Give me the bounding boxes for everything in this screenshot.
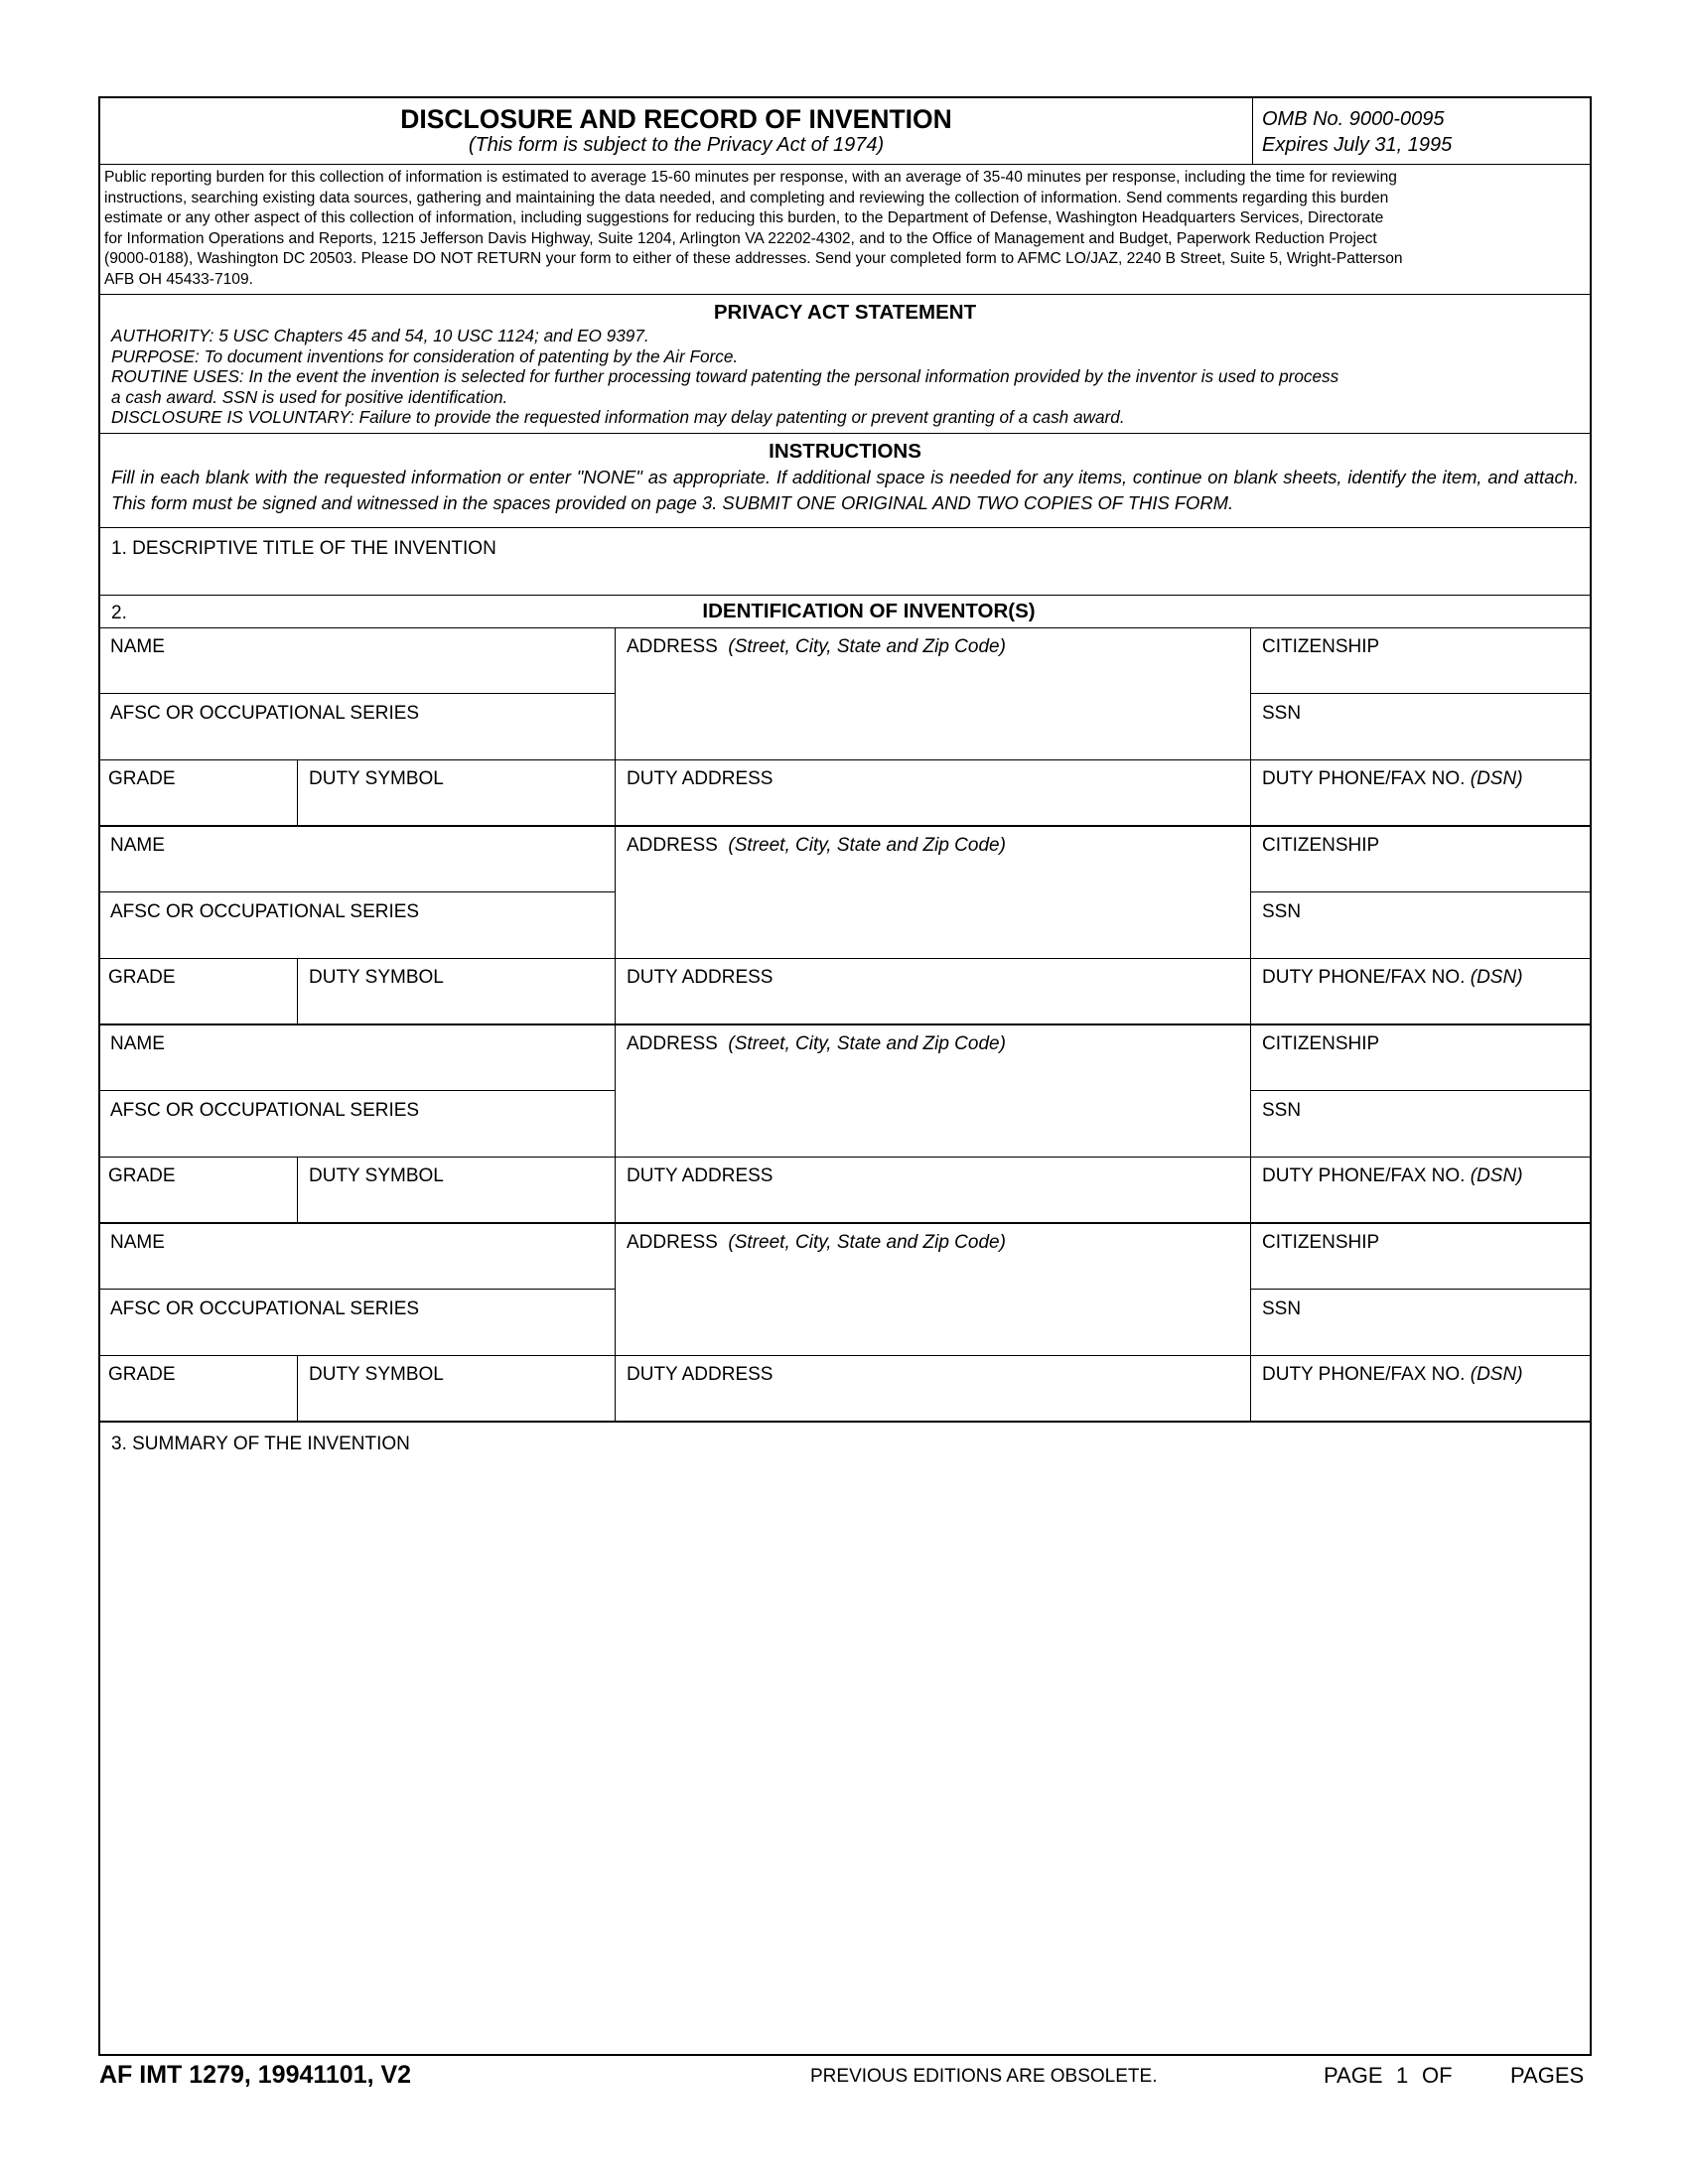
grid-line bbox=[100, 759, 1590, 760]
grid-line bbox=[1250, 826, 1251, 1024]
ssn-label: SSN bbox=[1262, 1100, 1302, 1121]
page-label: PAGE bbox=[1324, 2063, 1383, 2088]
duty-phone-label: DUTY PHONE/FAX NO. (DSN) bbox=[1262, 1165, 1523, 1186]
obsolete-notice: PREVIOUS EDITIONS ARE OBSOLETE. bbox=[810, 2066, 1158, 2087]
form-subtitle: (This form is subject to the Privacy Act of 1974) bbox=[468, 134, 885, 156]
inventor-duty-symbol-input[interactable] bbox=[303, 1389, 609, 1417]
grid-line bbox=[297, 1157, 298, 1223]
inventor-duty-address-input[interactable] bbox=[621, 1389, 1244, 1417]
afsc-label: AFSC OR OCCUPATIONAL SERIES bbox=[110, 1100, 420, 1121]
privacy-disclosure: DISCLOSURE IS VOLUNTARY: Failure to provide the requested information may delay patenting or prevent granting of a cash award. bbox=[111, 407, 1125, 427]
inventor-grade-input[interactable] bbox=[106, 1190, 291, 1218]
grid-line bbox=[615, 627, 616, 826]
inventor-name-input[interactable] bbox=[106, 661, 609, 689]
header-divider bbox=[1252, 98, 1253, 164]
invention-title-input[interactable] bbox=[108, 565, 1586, 591]
grid-line bbox=[100, 891, 615, 892]
inventor-block bbox=[100, 627, 1590, 826]
grid-line bbox=[297, 958, 298, 1024]
inventor-citizenship-input[interactable] bbox=[1256, 1058, 1588, 1086]
duty-phone-label: DUTY PHONE/FAX NO. (DSN) bbox=[1262, 1364, 1523, 1385]
burden-statement bbox=[104, 168, 1594, 290]
grid-line bbox=[615, 1024, 616, 1223]
section2-number: 2. bbox=[111, 603, 127, 623]
citizenship-label: CITIZENSHIP bbox=[1262, 835, 1380, 856]
inventor-block bbox=[100, 826, 1590, 1024]
afsc-label: AFSC OR OCCUPATIONAL SERIES bbox=[110, 901, 420, 922]
grade-label: GRADE bbox=[108, 967, 176, 988]
ssn-label: SSN bbox=[1262, 901, 1302, 922]
grid-line bbox=[1250, 1024, 1251, 1223]
burden-line: estimate or any other aspect of this collection of information, including suggestions for reducing this burden, to the Department of Defense, Washington Headquarters Services, Directorate bbox=[104, 209, 1384, 226]
inventor-name-input[interactable] bbox=[106, 1058, 609, 1086]
divider-section1 bbox=[100, 595, 1590, 596]
grade-label: GRADE bbox=[108, 1165, 176, 1186]
burden-line: (9000-0188), Washington DC 20503. Please DO NOT RETURN your form to either of these addresses. Send your completed form to AFMC LO/JAZ, 2240 B Street, Suite 5, Wright-Patterson bbox=[104, 250, 1403, 267]
burden-line: instructions, searching existing data sources, gathering and maintaining the data needed, and completing and reviewing the collection of information. Send comments regarding this burden bbox=[104, 189, 1389, 206]
citizenship-label: CITIZENSHIP bbox=[1262, 636, 1380, 657]
inventor-address-input[interactable] bbox=[621, 860, 1244, 953]
name-label: NAME bbox=[110, 1232, 165, 1253]
grid-line bbox=[1250, 1289, 1590, 1290]
grid-line bbox=[1250, 1223, 1251, 1422]
address-label: ADDRESS (Street, City, State and Zip Code) bbox=[627, 636, 1006, 657]
inventor-ssn-input[interactable] bbox=[1256, 926, 1588, 954]
inventor-duty-symbol-input[interactable] bbox=[303, 992, 609, 1020]
inventor-citizenship-input[interactable] bbox=[1256, 1257, 1588, 1285]
inventor-citizenship-input[interactable] bbox=[1256, 661, 1588, 689]
section2-heading: IDENTIFICATION OF INVENTOR(S) bbox=[702, 600, 1036, 622]
grid-line bbox=[1250, 1090, 1590, 1091]
grid-line bbox=[100, 1157, 1590, 1158]
grid-line bbox=[297, 1355, 298, 1422]
duty-address-label: DUTY ADDRESS bbox=[627, 967, 774, 988]
inventor-duty-phone-input[interactable] bbox=[1256, 992, 1588, 1020]
citizenship-label: CITIZENSHIP bbox=[1262, 1232, 1380, 1253]
inventor-duty-address-input[interactable] bbox=[621, 793, 1244, 821]
form-title: DISCLOSURE AND RECORD OF INVENTION bbox=[400, 104, 952, 134]
privacy-heading: PRIVACY ACT STATEMENT bbox=[713, 301, 977, 324]
name-label: NAME bbox=[110, 1033, 165, 1054]
ssn-label: SSN bbox=[1262, 703, 1302, 724]
grid-line bbox=[1250, 891, 1590, 892]
inventor-block bbox=[100, 1223, 1590, 1422]
page-number: 1 bbox=[1396, 2063, 1409, 2088]
section3-label: 3. SUMMARY OF THE INVENTION bbox=[111, 1433, 410, 1454]
address-label: ADDRESS (Street, City, State and Zip Code) bbox=[627, 1232, 1006, 1253]
inventor-grade-input[interactable] bbox=[106, 793, 291, 821]
inventor-citizenship-input[interactable] bbox=[1256, 860, 1588, 887]
pages-label: PAGES bbox=[1510, 2063, 1585, 2088]
grid-line bbox=[100, 693, 615, 694]
inventor-ssn-input[interactable] bbox=[1256, 728, 1588, 755]
inventor-afsc-input[interactable] bbox=[106, 1125, 609, 1153]
inventor-address-input[interactable] bbox=[621, 661, 1244, 754]
grade-label: GRADE bbox=[108, 768, 176, 789]
total-pages-input[interactable] bbox=[1456, 2061, 1509, 2089]
citizenship-label: CITIZENSHIP bbox=[1262, 1033, 1380, 1054]
grid-line bbox=[297, 759, 298, 826]
inventor-duty-symbol-input[interactable] bbox=[303, 1190, 609, 1218]
ssn-label: SSN bbox=[1262, 1298, 1302, 1319]
privacy-routine-uses: ROUTINE USES: In the event the invention is selected for further processing toward patenting the personal information provided by the inventor is used to process bbox=[111, 366, 1339, 386]
grid-line bbox=[615, 826, 616, 1024]
instructions-text: Fill in each blank with the requested information or enter "NONE" as appropriate. If additional space is needed for any items, continue on blank sheets, identify the item, and attach. This form must be signed and witnessed in the spaces provided on page 3. SUBMIT ONE ORIGINAL AND TWO COPIES OF THIS FORM. bbox=[111, 467, 1579, 513]
duty-symbol-label: DUTY SYMBOL bbox=[309, 1165, 444, 1186]
grid-line bbox=[100, 1355, 1590, 1356]
grade-label: GRADE bbox=[108, 1364, 176, 1385]
privacy-purpose: PURPOSE: To document inventions for consideration of patenting by the Air Force. bbox=[111, 345, 739, 366]
inventor-address-input[interactable] bbox=[621, 1058, 1244, 1152]
privacy-authority: AUTHORITY: 5 USC Chapters 45 and 54, 10 USC 1124; and EO 9397. bbox=[111, 326, 649, 345]
duty-phone-label: DUTY PHONE/FAX NO. (DSN) bbox=[1262, 967, 1523, 988]
grid-line bbox=[100, 1090, 615, 1091]
inventor-duty-address-input[interactable] bbox=[621, 992, 1244, 1020]
omb-expiration: Expires July 31, 1995 bbox=[1262, 134, 1453, 156]
invention-disclosure-form bbox=[98, 96, 1592, 2056]
inventor-duty-address-input[interactable] bbox=[621, 1190, 1244, 1218]
name-label: NAME bbox=[110, 636, 165, 657]
burden-line: Public reporting burden for this collection of information is estimated to average 15-60 minutes per response, with an average of 35-40 minutes per response, including the time for reviewing bbox=[104, 169, 1397, 186]
duty-symbol-label: DUTY SYMBOL bbox=[309, 967, 444, 988]
grid-line bbox=[615, 1223, 616, 1422]
name-label: NAME bbox=[110, 835, 165, 856]
afsc-label: AFSC OR OCCUPATIONAL SERIES bbox=[110, 703, 420, 724]
burden-line: AFB OH 45433-7109. bbox=[104, 270, 253, 288]
inventor-duty-phone-input[interactable] bbox=[1256, 793, 1588, 821]
grid-line bbox=[1250, 627, 1251, 826]
inventor-duty-phone-input[interactable] bbox=[1256, 1389, 1588, 1417]
divider-instructions bbox=[100, 527, 1590, 528]
inventor-ssn-input[interactable] bbox=[1256, 1323, 1588, 1351]
inventor-duty-phone-input[interactable] bbox=[1256, 1190, 1588, 1218]
instructions-heading: INSTRUCTIONS bbox=[769, 440, 921, 463]
address-label: ADDRESS (Street, City, State and Zip Code) bbox=[627, 1033, 1006, 1054]
of-label: OF bbox=[1422, 2063, 1453, 2088]
grid-line bbox=[100, 1289, 615, 1290]
burden-line: for Information Operations and Reports, 1215 Jefferson Davis Highway, Suite 1204, Arlington VA 22202-4302, and to the Office of Management and Budget, Paperwork Reduction Project bbox=[104, 229, 1377, 247]
privacy-statement bbox=[111, 326, 1591, 428]
inventor-address-input[interactable] bbox=[621, 1257, 1244, 1350]
divider-privacy bbox=[100, 433, 1590, 434]
grid-line bbox=[1250, 693, 1590, 694]
duty-phone-label: DUTY PHONE/FAX NO. (DSN) bbox=[1262, 768, 1523, 789]
duty-address-label: DUTY ADDRESS bbox=[627, 1165, 774, 1186]
duty-symbol-label: DUTY SYMBOL bbox=[309, 1364, 444, 1385]
duty-address-label: DUTY ADDRESS bbox=[627, 768, 774, 789]
afsc-label: AFSC OR OCCUPATIONAL SERIES bbox=[110, 1298, 420, 1319]
section1-label: 1. DESCRIPTIVE TITLE OF THE INVENTION bbox=[111, 538, 496, 559]
invention-summary-input[interactable] bbox=[108, 1464, 1586, 2050]
inventor-afsc-input[interactable] bbox=[106, 926, 609, 954]
duty-address-label: DUTY ADDRESS bbox=[627, 1364, 774, 1385]
form-identifier: AF IMT 1279, 19941101, V2 bbox=[99, 2061, 412, 2089]
omb-number: OMB No. 9000-0095 bbox=[1262, 108, 1445, 130]
inventor-grade-input[interactable] bbox=[106, 992, 291, 1020]
divider-burden bbox=[100, 294, 1590, 295]
grid-line bbox=[100, 958, 1590, 959]
inventor-duty-symbol-input[interactable] bbox=[303, 793, 609, 821]
inventor-afsc-input[interactable] bbox=[106, 728, 609, 755]
address-label: ADDRESS (Street, City, State and Zip Code) bbox=[627, 835, 1006, 856]
grid-line bbox=[100, 1421, 1590, 1423]
inventor-block bbox=[100, 1024, 1590, 1223]
inventor-name-input[interactable] bbox=[106, 1257, 609, 1285]
divider-header bbox=[100, 164, 1590, 165]
inventor-ssn-input[interactable] bbox=[1256, 1125, 1588, 1153]
inventor-grade-input[interactable] bbox=[106, 1389, 291, 1417]
duty-symbol-label: DUTY SYMBOL bbox=[309, 768, 444, 789]
inventor-afsc-input[interactable] bbox=[106, 1323, 609, 1351]
inventor-name-input[interactable] bbox=[106, 860, 609, 887]
privacy-routine-uses-cont: a cash award. SSN is used for positive identification. bbox=[111, 386, 508, 407]
